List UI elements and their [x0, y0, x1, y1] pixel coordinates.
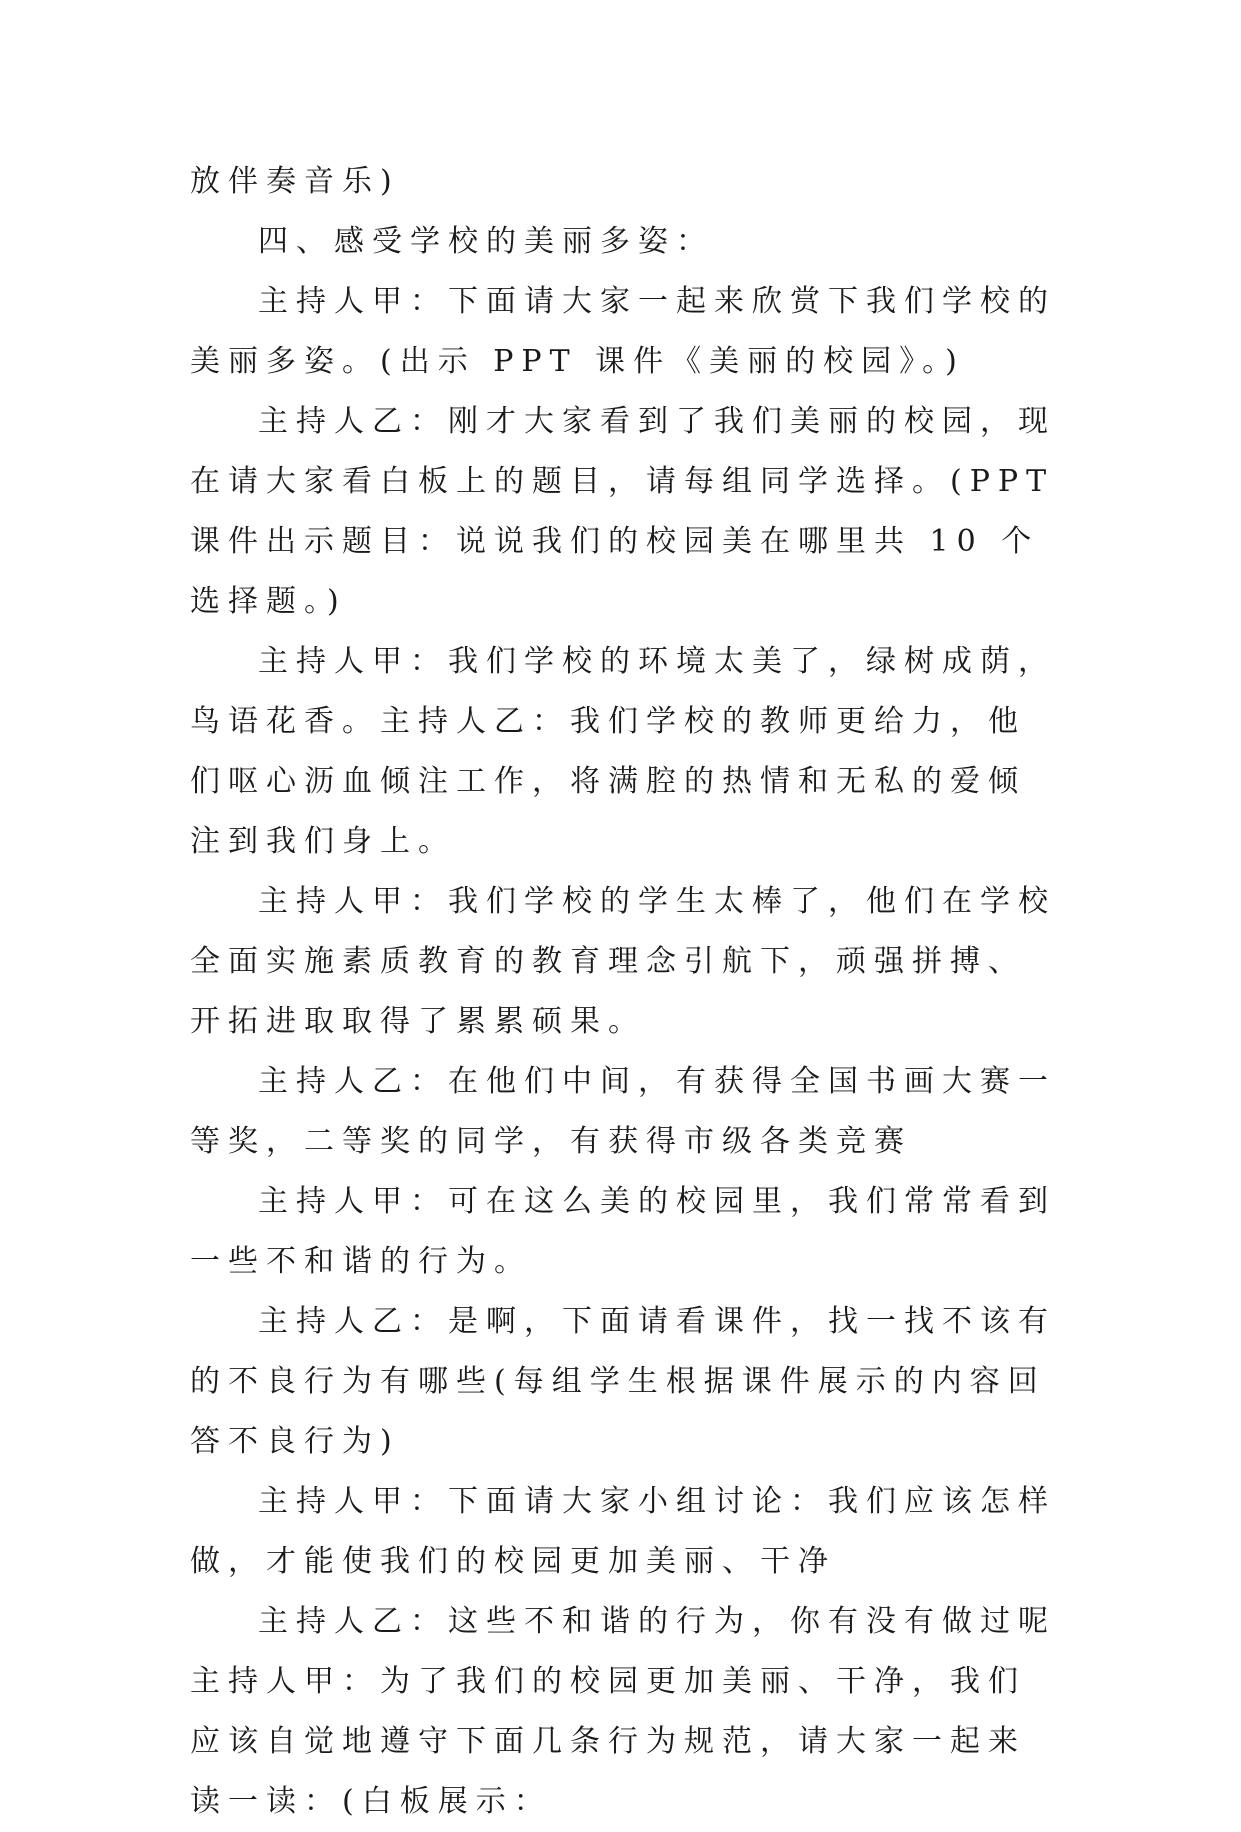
- paragraph: 放伴奏音乐): [190, 164, 400, 199]
- paragraph: 主持人甲：我们学校的学生太棒了，他们在学校全面实施素质教育的教育理念引航下，顽强拼搏、开拓进取取得了累累硕果。: [190, 884, 1056, 1039]
- paragraph: 主持人乙：这些不和谐的行为，你有没有做过呢主持人甲：为了我们的校园更加美丽、干净，我们应该自觉地遵守下面几条行为规范，请大家一起来读一读：(白板展示：: [190, 1604, 1056, 1819]
- document-body: [190, 152, 1072, 1832]
- paragraph: 主持人甲：下面请大家一起来欣赏下我们学校的美丽多姿。(出示 PPT 课件《美丽的校园》。): [190, 284, 1056, 379]
- paragraph: 主持人甲：下面请大家小组讨论：我们应该怎样做，才能使我们的校园更加美丽、干净: [190, 1484, 1056, 1579]
- paragraph: 主持人乙：是啊，下面请看课件，找一找不该有的不良行为有哪些(每组学生根据课件展示的内容回答不良行为): [190, 1304, 1056, 1459]
- paragraph: 主持人甲：可在这么美的校园里，我们常常看到一些不和谐的行为。: [190, 1184, 1056, 1279]
- section-heading: 四、感受学校的美丽多姿：: [258, 224, 714, 259]
- paragraph: 主持人乙：刚才大家看到了我们美丽的校园，现在请大家看白板上的题目，请每组同学选择。(PPT 课件出示题目：说说我们的校园美在哪里共 10 个选择题。): [190, 404, 1072, 619]
- paragraph: 主持人乙：在他们中间，有获得全国书画大赛一等奖，二等奖的同学，有获得市级各类竞赛: [190, 1064, 1056, 1159]
- paragraph: 主持人甲：我们学校的环境太美了，绿树成荫，鸟语花香。主持人乙：我们学校的教师更给力，他们呕心沥血倾注工作，将满腔的热情和无私的爱倾注到我们身上。: [190, 644, 1056, 859]
